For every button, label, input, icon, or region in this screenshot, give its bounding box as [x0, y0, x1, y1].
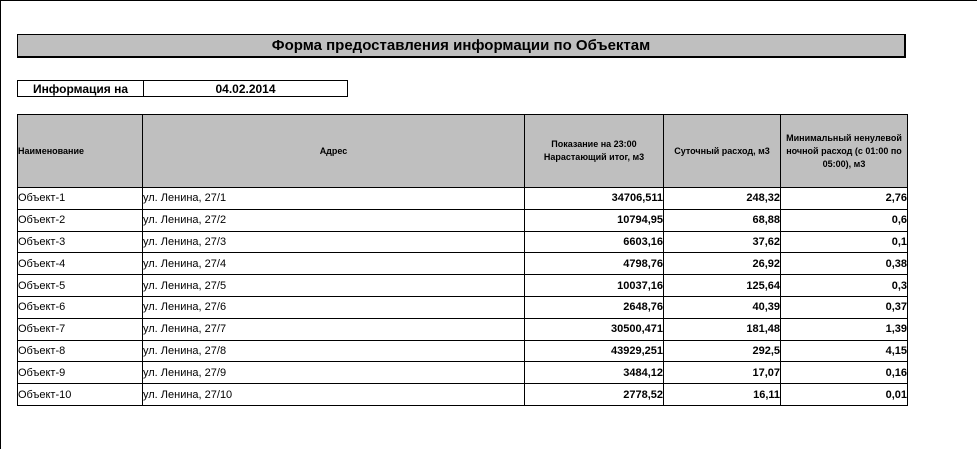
cell-reading[interactable]: 10037,16	[525, 275, 664, 297]
cell-address[interactable]: ул. Ленина, 27/5	[143, 275, 525, 297]
info-date-row	[17, 80, 348, 97]
cell-daily[interactable]: 17,07	[664, 362, 781, 384]
cell-daily[interactable]: 125,64	[664, 275, 781, 297]
cell-name[interactable]: Объект-7	[18, 318, 143, 340]
cell-name[interactable]: Объект-10	[18, 384, 143, 406]
table-row	[18, 275, 908, 297]
cell-reading[interactable]: 30500,471	[525, 318, 664, 340]
cell-minimal[interactable]: 0,6	[781, 209, 908, 231]
cell-name[interactable]: Объект-8	[18, 340, 143, 362]
cell-reading[interactable]: 4798,76	[525, 253, 664, 275]
cell-minimal[interactable]: 0,3	[781, 275, 908, 297]
cell-address[interactable]: ул. Ленина, 27/6	[143, 296, 525, 318]
header-daily: Суточный расход, м3	[664, 115, 781, 188]
cell-name[interactable]: Объект-4	[18, 253, 143, 275]
header-name: Наименование	[18, 115, 143, 188]
header-address: Адрес	[143, 115, 525, 188]
cell-minimal[interactable]: 1,39	[781, 318, 908, 340]
form-title	[17, 34, 906, 58]
cell-reading[interactable]: 10794,95	[525, 209, 664, 231]
cell-daily[interactable]: 181,48	[664, 318, 781, 340]
cell-daily[interactable]: 40,39	[664, 296, 781, 318]
cell-daily[interactable]: 26,92	[664, 253, 781, 275]
cell-reading[interactable]: 6603,16	[525, 231, 664, 253]
cell-minimal[interactable]: 4,15	[781, 340, 908, 362]
table-row	[18, 253, 908, 275]
cell-address[interactable]: ул. Ленина, 27/10	[143, 384, 525, 406]
table-row	[18, 340, 908, 362]
cell-minimal[interactable]: 0,38	[781, 253, 908, 275]
info-date-cell[interactable]: 04.02.2014	[215, 81, 276, 96]
table-row	[18, 318, 908, 340]
cell-name[interactable]: Объект-6	[18, 296, 143, 318]
cell-reading[interactable]: 43929,251	[525, 340, 664, 362]
cell-address[interactable]: ул. Ленина, 27/9	[143, 362, 525, 384]
cell-daily[interactable]: 16,11	[664, 384, 781, 406]
cell-minimal[interactable]: 0,16	[781, 362, 908, 384]
cell-daily[interactable]: 292,5	[664, 340, 781, 362]
table-row	[18, 209, 908, 231]
header-minimal: Минимальный ненулевой ночной расход (с 01:00 по 05:00), м3	[781, 115, 908, 188]
cell-name[interactable]: Объект-9	[18, 362, 143, 384]
cell-reading[interactable]: 2778,52	[525, 384, 664, 406]
table-body	[18, 188, 908, 406]
window-border-top	[0, 0, 977, 1]
cell-name[interactable]: Объект-2	[18, 209, 143, 231]
cell-name[interactable]: Объект-1	[18, 188, 143, 210]
cell-minimal[interactable]: 2,76	[781, 188, 908, 210]
form-title-text: Форма предоставления информации по Объектам	[271, 37, 651, 54]
table-row	[18, 296, 908, 318]
cell-address[interactable]: ул. Ленина, 27/3	[143, 231, 525, 253]
table-row	[18, 188, 908, 210]
cell-minimal[interactable]: 0,01	[781, 384, 908, 406]
cell-daily[interactable]: 248,32	[664, 188, 781, 210]
info-label: Информация на	[18, 81, 144, 96]
cell-address[interactable]: ул. Ленина, 27/2	[143, 209, 525, 231]
cell-daily[interactable]: 68,88	[664, 209, 781, 231]
table-row	[18, 362, 908, 384]
cell-reading[interactable]: 2648,76	[525, 296, 664, 318]
cell-address[interactable]: ул. Ленина, 27/4	[143, 253, 525, 275]
cell-name[interactable]: Объект-5	[18, 275, 143, 297]
table-row	[18, 231, 908, 253]
table-header-row	[18, 115, 908, 188]
cell-reading[interactable]: 3484,12	[525, 362, 664, 384]
cell-address[interactable]: ул. Ленина, 27/1	[143, 188, 525, 210]
cell-address[interactable]: ул. Ленина, 27/7	[143, 318, 525, 340]
objects-table	[17, 114, 908, 406]
cell-minimal[interactable]: 0,1	[781, 231, 908, 253]
cell-address[interactable]: ул. Ленина, 27/8	[143, 340, 525, 362]
table-row	[18, 384, 908, 406]
header-reading: Показание на 23:00 Нарастающий итог, м3	[525, 115, 664, 188]
cell-daily[interactable]: 37,62	[664, 231, 781, 253]
cell-name[interactable]: Объект-3	[18, 231, 143, 253]
cell-reading[interactable]: 34706,511	[525, 188, 664, 210]
window-border-left	[0, 0, 1, 449]
cell-minimal[interactable]: 0,37	[781, 296, 908, 318]
